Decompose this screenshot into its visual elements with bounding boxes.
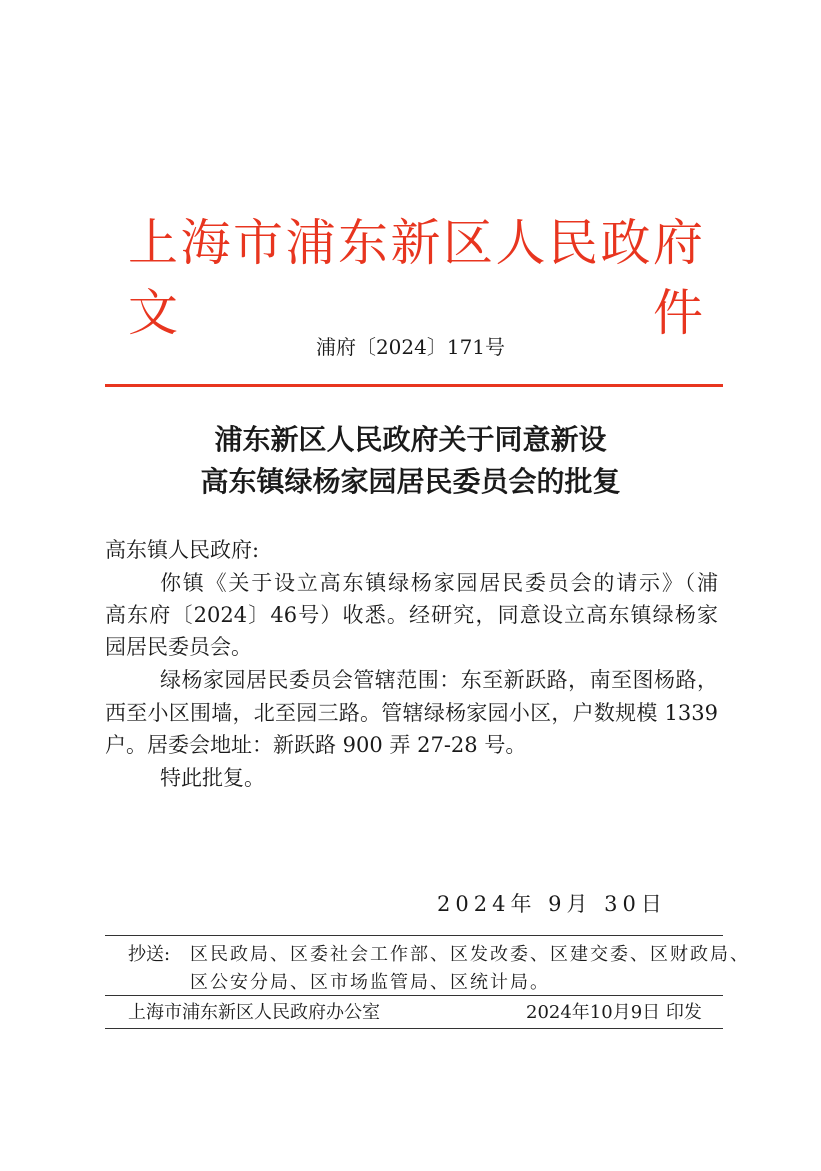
document-title-line-2: 高东镇绿杨家园居民委员会的批复 bbox=[200, 465, 621, 498]
body-line: 户。居委会地址：新跃路 900 弄 27-28 号。 bbox=[105, 733, 527, 757]
cc-line-1: 区民政局、区委社会工作部、区发改委、区建交委、区财政局、 bbox=[190, 944, 750, 965]
body-line: 绿杨家园居民委员会管辖范围：东至新跃路，南至图杨路， bbox=[160, 668, 718, 692]
divider bbox=[105, 995, 723, 996]
body-line: 园居民委员会。 bbox=[105, 635, 252, 659]
cc-line-2: 区公安分局、区市场监管局、区统计局。 bbox=[190, 972, 550, 993]
body-line: 你镇《关于设立高东镇绿杨家园居民委员会的请示》（浦 bbox=[160, 571, 718, 595]
red-divider bbox=[105, 384, 723, 387]
print-date: 2024年10月9日 印发 bbox=[526, 1002, 702, 1023]
cc-label: 抄送: bbox=[128, 944, 171, 965]
document-title-line-1: 浦东新区人民政府关于同意新设 bbox=[214, 423, 607, 456]
addressee: 高东镇人民政府: bbox=[105, 538, 260, 562]
body-line: 西至小区围墙，北至园三路。管辖绿杨家园小区，户数规模 1339 bbox=[105, 701, 718, 725]
divider bbox=[105, 935, 723, 936]
signing-date: 2024年 9月 30日 bbox=[437, 892, 667, 916]
document-number: 浦府〔2024〕171号 bbox=[315, 335, 506, 359]
issuing-office: 上海市浦东新区人民政府办公室 bbox=[128, 1002, 380, 1023]
body-line: 高东府〔2024〕46号）收悉。经研究，同意设立高东镇绿杨家 bbox=[105, 603, 718, 627]
issuer-header: 上海市浦东新区人民政府文件 bbox=[128, 214, 703, 342]
divider bbox=[105, 1028, 723, 1029]
body-line: 特此批复。 bbox=[160, 766, 265, 790]
